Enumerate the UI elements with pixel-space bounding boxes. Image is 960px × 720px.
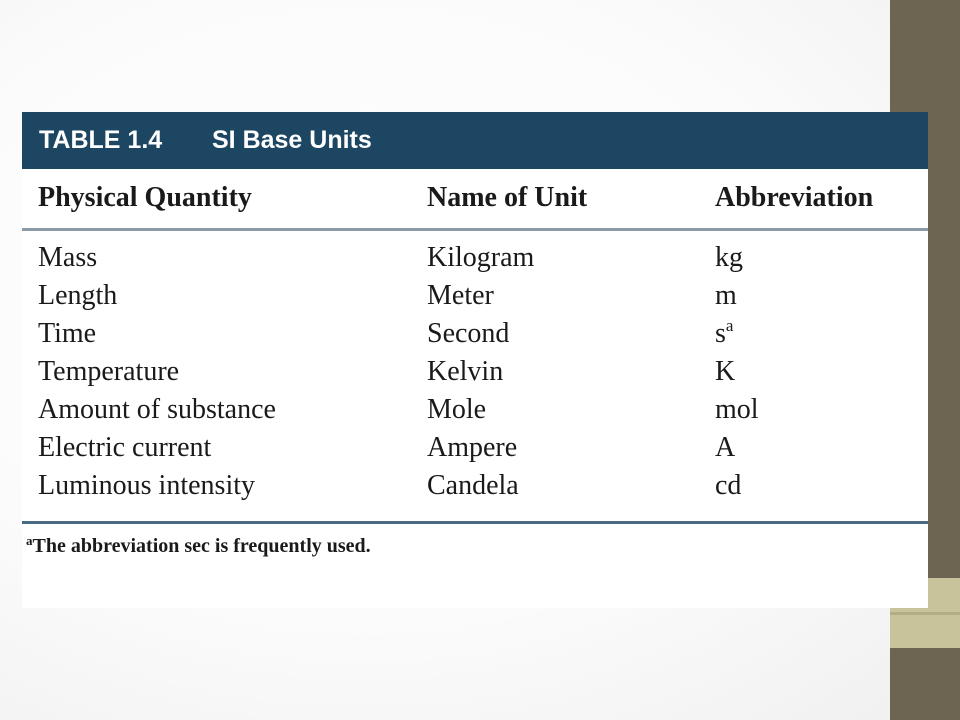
abbreviation-text: m (715, 280, 737, 311)
cell-unit: Ampere (427, 432, 518, 463)
cell-quantity: Amount of substance (38, 394, 276, 425)
cell-unit: Candela (427, 470, 519, 501)
cell-unit: Second (427, 318, 510, 349)
cell-abbreviation (715, 429, 735, 467)
table-footnote (22, 535, 928, 558)
header-name-of-unit: Name of Unit (427, 182, 588, 213)
footnote-text: The abbreviation sec is frequently used. (32, 535, 371, 557)
cell-abbreviation (715, 315, 733, 356)
table-bottom-rule (22, 521, 928, 524)
cell-abbreviation (715, 391, 759, 429)
cell-abbreviation (715, 239, 743, 277)
si-units-table (22, 112, 928, 608)
table-row (22, 467, 928, 505)
cell-unit: Kelvin (427, 356, 504, 387)
abbreviation-text: A (715, 432, 736, 463)
abbreviation-text: K (715, 356, 736, 387)
cell-abbreviation (715, 467, 741, 505)
cell-abbreviation (715, 277, 737, 315)
abbreviation-text: s (715, 318, 726, 349)
table-body (22, 239, 928, 505)
header-abbreviation: Abbreviation (715, 182, 874, 213)
table-title-bar (22, 112, 928, 169)
footnote-mark: a (26, 533, 33, 548)
cell-unit: Mole (427, 394, 487, 425)
abbreviation-text: kg (715, 242, 743, 273)
abbreviation-text: mol (715, 394, 759, 425)
cell-quantity: Temperature (38, 356, 180, 387)
cell-quantity: Time (38, 318, 97, 349)
table-number: TABLE 1.4 (39, 126, 163, 154)
cell-quantity: Length (38, 280, 118, 311)
cell-quantity: Electric current (38, 432, 212, 463)
cell-abbreviation (715, 353, 735, 391)
footnote-superscript: a (725, 316, 734, 335)
slide-side-accent-line (890, 612, 960, 615)
header-divider (22, 228, 928, 231)
cell-quantity: Mass (38, 242, 98, 273)
table-row (22, 315, 928, 353)
table-row (22, 391, 928, 429)
table-row (22, 353, 928, 391)
table-row (22, 277, 928, 315)
table-row (22, 239, 928, 277)
cell-unit: Meter (427, 280, 494, 311)
table-header-row (22, 182, 928, 222)
header-physical-quantity: Physical Quantity (38, 182, 252, 213)
table-row (22, 429, 928, 467)
abbreviation-text: cd (715, 470, 742, 501)
table-title: SI Base Units (212, 126, 372, 154)
cell-quantity: Luminous intensity (38, 470, 255, 501)
cell-unit: Kilogram (427, 242, 535, 273)
